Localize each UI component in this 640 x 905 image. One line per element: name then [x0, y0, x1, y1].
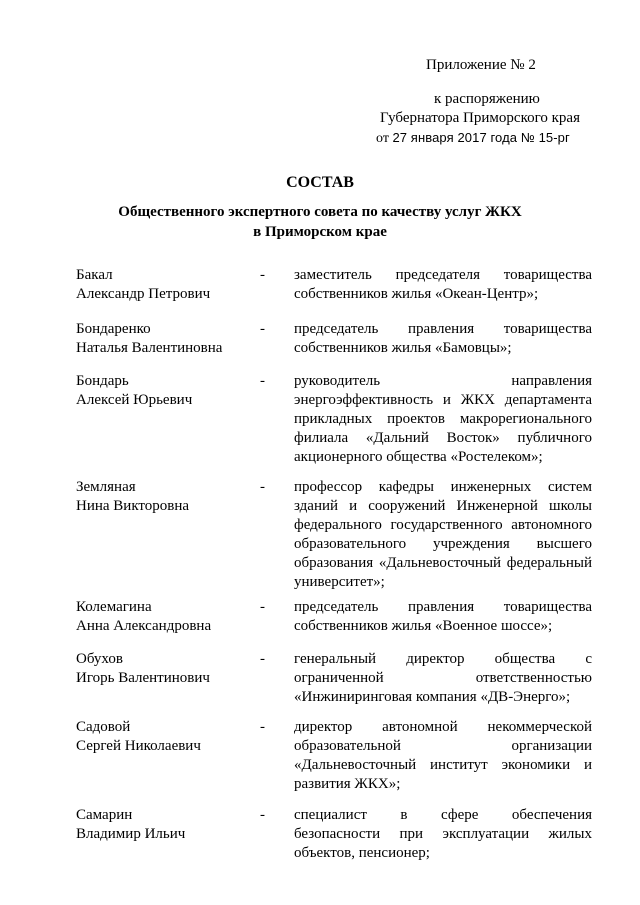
document-subtitle: [0, 202, 640, 242]
appendix-date-prefix: от: [376, 131, 389, 146]
appendix-date-line: [376, 128, 570, 149]
member-given-name: Сергей Николаевич: [76, 738, 201, 754]
member-given-name: Наталья Валентиновна: [76, 340, 223, 356]
member-description: генеральный директор общества с ограниченной ответственностью «Инжиниринговая компания «ДВ-Энерго»;: [294, 651, 592, 705]
member-name: [76, 320, 222, 358]
member-dash: -: [260, 373, 265, 389]
member-surname: Бакал: [76, 267, 113, 283]
member-name: [76, 806, 185, 844]
member-given-name: Игорь Валентинович: [76, 670, 210, 686]
member-description: руководитель направления энергоэффективность и ЖКХ департамента прикладных проектов макрорегионального филиала «Дальний Восток» публичного акционерного общества «Ростелеком»;: [294, 373, 592, 465]
member-dash: -: [260, 807, 265, 823]
member-given-name: Александр Петрович: [76, 286, 211, 302]
appendix-governor-line: Губернатора Приморского края: [380, 110, 580, 126]
member-dash: -: [260, 321, 265, 337]
member-description: председатель правления товарищества собственников жилья «Военное шоссе»;: [294, 599, 592, 634]
member-surname: Колемагина: [76, 599, 152, 615]
member-description: директор автономной некоммерческой образовательной организации «Дальневосточный институт экономики и развития ЖКХ»;: [294, 719, 592, 792]
member-dash: -: [260, 599, 265, 615]
subtitle-line-1: Общественного экспертного совета по качеству услуг ЖКХ: [118, 204, 522, 220]
member-given-name: Нина Викторовна: [76, 498, 190, 514]
member-name: [76, 598, 211, 636]
document-title: СОСТАВ: [286, 174, 354, 191]
member-dash: -: [260, 651, 265, 667]
member-name: [76, 718, 201, 756]
member-surname: Бондаренко: [76, 321, 151, 337]
member-name: [76, 372, 192, 410]
member-surname: Бондарь: [76, 373, 129, 389]
member-surname: Земляная: [76, 479, 136, 495]
member-surname: Садовой: [76, 719, 131, 735]
member-given-name: Владимир Ильич: [76, 826, 186, 842]
appendix-date: 27 января 2017 года № 15-рг: [392, 130, 570, 145]
member-description: председатель правления товарищества собственников жилья «Бамовцы»;: [294, 321, 592, 356]
appendix-order-line: к распоряжению: [434, 91, 540, 107]
member-description: профессор кафедры инженерных систем зданий и сооружений Инженерной школы федерального государственного автономного образовательного учреждения высшего образования «Дальневосточный федеральный университет»;: [294, 479, 592, 590]
member-dash: -: [260, 479, 265, 495]
member-surname: Самарин: [76, 807, 133, 823]
member-given-name: Анна Александровна: [76, 618, 212, 634]
subtitle-line-2: в Приморском крае: [253, 224, 387, 240]
member-name: [76, 266, 210, 304]
member-description: специалист в сфере обеспечения безопасности при эксплуатации жилых объектов, пенсионер;: [294, 807, 592, 861]
member-dash: -: [260, 719, 265, 735]
member-description: заместитель председателя товарищества собственников жилья «Океан-Центр»;: [294, 267, 592, 302]
member-surname: Обухов: [76, 651, 123, 667]
member-name: [76, 478, 189, 516]
member-given-name: Алексей Юрьевич: [76, 392, 193, 408]
member-dash: -: [260, 267, 265, 283]
appendix-title: Приложение № 2: [426, 57, 536, 73]
member-name: [76, 650, 210, 688]
